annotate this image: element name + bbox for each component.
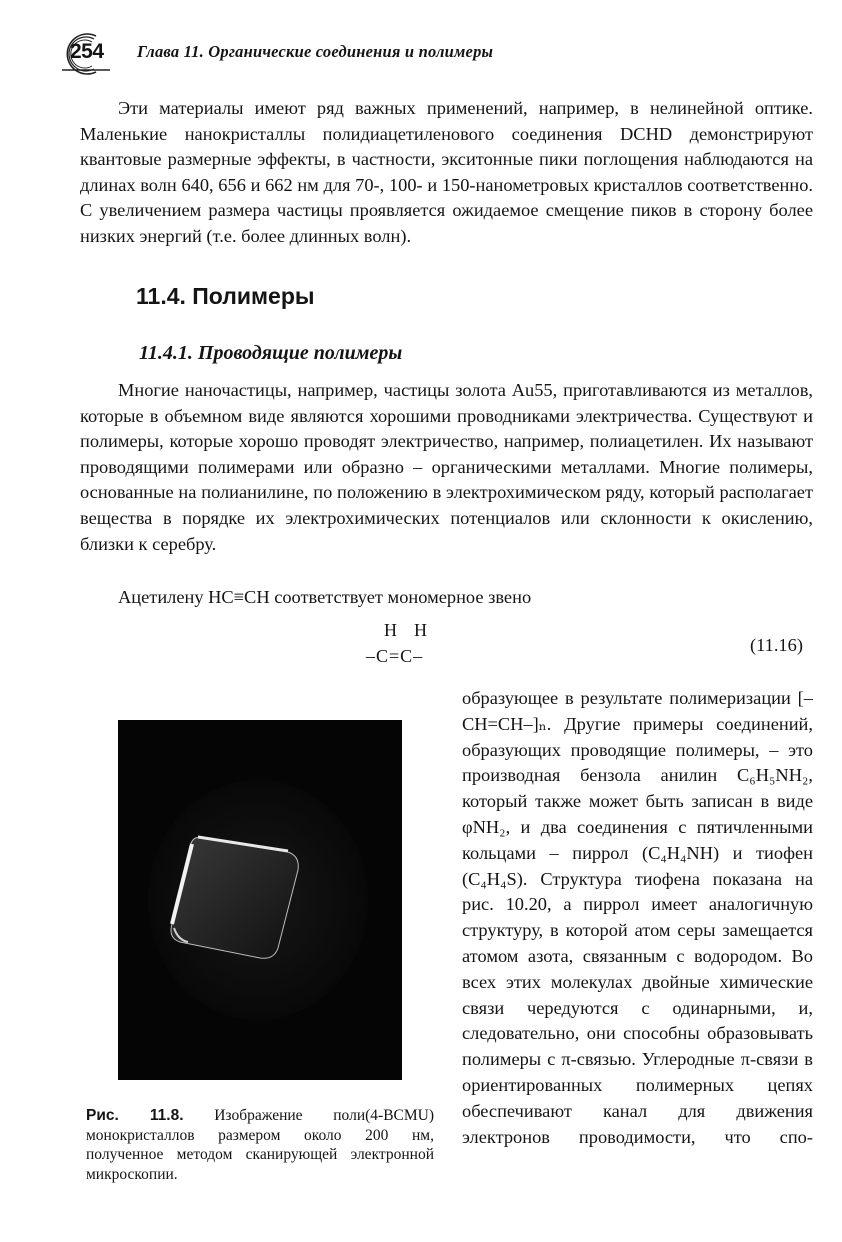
section-heading: 11.4. Полимеры: [136, 283, 315, 309]
page-number-badge: [56, 30, 112, 78]
monomer-formula: [362, 620, 482, 680]
subsection-heading: 11.4.1. Проводящие полимеры: [139, 342, 403, 364]
figure-caption-label: Рис. 11.8.: [86, 1107, 184, 1124]
paragraph-intro: Эти материалы имеют ряд важных применений, например, в нелинейной оптике. Маленькие нанокристаллы полидиацетиленового соединения DCHD демонстрируют квантовые размерные эффекты, в частности, экситонные пики поглощения наблюдаются на длинах волн 640, 656 и 662 нм для 70-, 100- и 150-нанометровых кристаллов соответственно. С увеличением размера частицы проявляется ожидаемое смещение пиков в сторону более низких энергий (т.е. более длинных волн).: [80, 98, 813, 246]
figure-caption: [86, 1106, 434, 1184]
formula-hydrogen-right: H: [414, 620, 427, 640]
paragraph-nanoparticles: Многие наночастицы, например, частицы золота Au55, приготавливаются из металлов, которые в объемном виде являются хорошими проводниками электричества. Существуют и полимеры, которые хорошо проводят электричество, например, полиацетилен. Их называют проводящими полимерами или образно – органическими металлами. Многие полимеры, основанные на полианилине, по положению в электрохимическом ряду, который располагает вещества в порядке их электрохимических потенциалов или склонности к окислению, близки к серебру.: [80, 380, 813, 554]
formula-carbon-chain: –C=C–: [366, 646, 424, 666]
equation-number: (11.16): [750, 635, 803, 655]
chapter-title: Глава 11. Органические соединения и полимеры: [137, 42, 494, 61]
formula-hydrogen-left: H: [384, 620, 397, 640]
page-header: [56, 30, 816, 80]
paragraph-acetylene: Ацетилену HC≡CH соответствует мономерное звено: [118, 587, 532, 607]
sem-micrograph-figure: [118, 720, 402, 1080]
figure-caption-text: Изображение поли(4-BCMU) монокристаллов размером около 200 нм, полученное методом сканирующей электронной микроскопии.: [86, 1107, 435, 1183]
paragraph-right-column: образующее в результате полимеризации [–CH=CH–]ₙ. Другие примеры соединений, образующих проводящие полимеры, – это производная бензола анилин C₆H₅NH₂, который также может быть записан в виде φNH₂, и два соединения с пятичленными кольцами – пиррол (C₄H₄NH) и тиофен (C₄H₄S). Структура тиофена показана на рис. 10.20, а пиррол имеет аналогичную структуру, в которой атом серы замещается атомом азота, связанным с водородом. Во всех этих молекулах двойные химические связи чередуются с одинарными, и, следовательно, они способны образовывать полимеры с π-связью. Углеродные π-связи в ориентированных полимерных цепях обеспечивают канал для движения электронов проводимости, что спо-: [462, 688, 813, 1147]
crystal-micrograph-image: [118, 720, 402, 1080]
page-number: 254: [70, 40, 104, 63]
